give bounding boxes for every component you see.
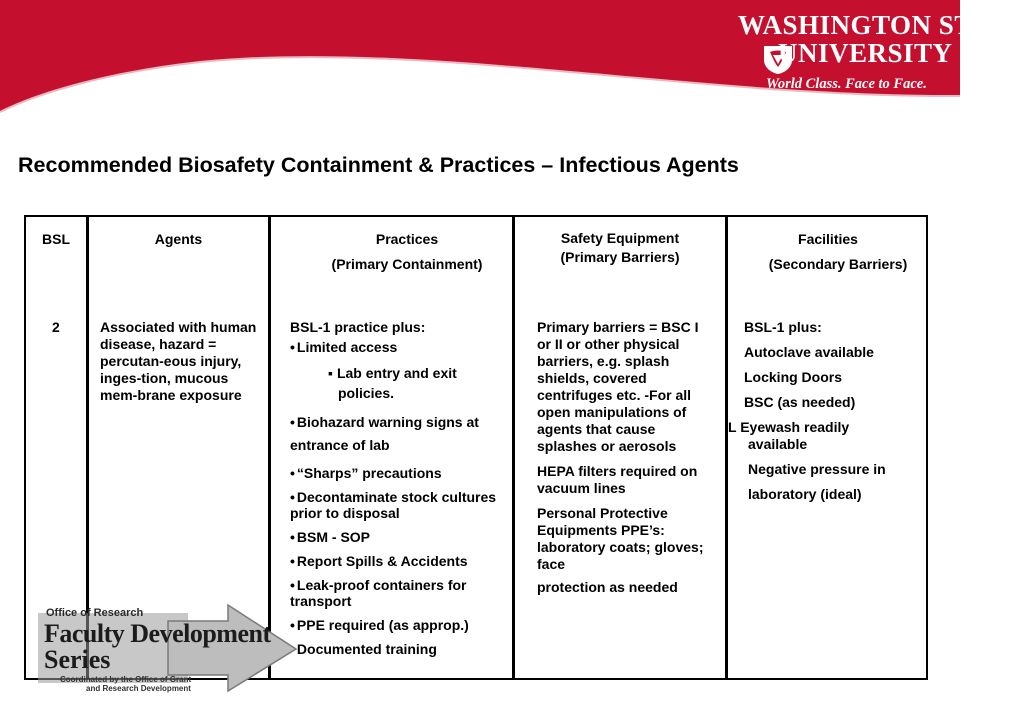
practice-item: • Report Spills & Accidents	[290, 553, 512, 569]
header-equipment	[515, 229, 725, 267]
practice-item: • Leak-proof containers for transport	[290, 577, 512, 609]
facility-item: Locking Doors	[744, 369, 843, 385]
badge-office-text: Office of Research	[46, 607, 144, 619]
header-equipment-line2: (Primary Barriers)	[560, 249, 680, 265]
header-facilities-line2: (Secondary Barriers)	[768, 256, 908, 272]
facility-item: BSL-1 plus:	[744, 319, 822, 335]
practice-item: • Biohazard warning signs at entrance of lab	[290, 411, 512, 457]
page-title: Recommended Biosafety Containment & Practices – Infectious Agents	[18, 153, 739, 177]
facility-item: BSC (as needed)	[744, 394, 856, 410]
logo-tagline: World Class. Face to Face.	[766, 76, 927, 92]
logo-line-washington-state: WASHINGTON STATE	[738, 10, 1026, 40]
facility-item: Autoclave available	[744, 344, 874, 360]
equipment-item: Personal Protective Equipments PPE’s: laboratory coats; gloves; face	[537, 505, 704, 572]
facility-item: available	[748, 436, 808, 452]
wsu-logo	[738, 10, 1026, 96]
facility-item: L Eyewash readily	[728, 419, 850, 435]
header-facilities	[728, 229, 928, 275]
cell-safety-equipment	[537, 319, 715, 604]
practice-item: • BSM - SOP	[290, 529, 512, 545]
equipment-item: protection as needed	[537, 579, 678, 595]
cell-facilities	[728, 319, 926, 503]
badge-faculty-text: Faculty Development	[44, 619, 271, 648]
practice-item: • “Sharps” precautions	[290, 465, 512, 481]
facility-item: Negative pressure in	[748, 461, 886, 477]
badge-subtitle-line2: and Research Development	[86, 684, 191, 693]
practice-item: BSL-1 practice plus:	[290, 319, 426, 335]
cell-practices	[290, 319, 512, 665]
practice-subitem: ▪ Lab entry and exit policies.	[290, 363, 512, 403]
header-agents: Agents	[154, 231, 203, 247]
practice-item: • Decontaminate stock cultures prior to disposal	[290, 489, 512, 521]
equipment-item: Primary barriers = BSC I or II or other physical barriers, e.g. splash shields, covered centrifuges etc. -For all open manipulations of agents that cause splashes or aerosols	[537, 319, 699, 454]
header-practices	[271, 229, 543, 275]
header-equipment-line1: Safety Equipment	[560, 230, 680, 246]
faculty-development-badge	[38, 603, 298, 695]
column-divider	[512, 215, 515, 680]
header-practices-line1: Practices	[375, 231, 439, 247]
cell-agents: Associated with human disease, hazard = percutan-eous injury, inges-tion, mucous mem-brane exposure	[100, 319, 257, 403]
cell-bsl-level: 2	[52, 319, 60, 335]
practice-item: • PPE required (as approp.)	[290, 617, 512, 633]
facility-item: laboratory (ideal)	[748, 486, 862, 502]
practice-item: • Limited access	[290, 339, 512, 355]
header-bsl: BSL	[42, 231, 70, 247]
header-practices-line2: (Primary Containment)	[331, 256, 483, 272]
practice-item: • Documented training	[290, 641, 512, 657]
logo-line-university: UNIVERSITY	[778, 38, 953, 68]
header-facilities-line1: Facilities	[798, 231, 858, 247]
badge-subtitle-line1: Coordinated by the Office of Grant	[60, 675, 192, 684]
equipment-item: HEPA filters required on vacuum lines	[537, 463, 698, 496]
badge-series-text: Series	[44, 645, 111, 674]
